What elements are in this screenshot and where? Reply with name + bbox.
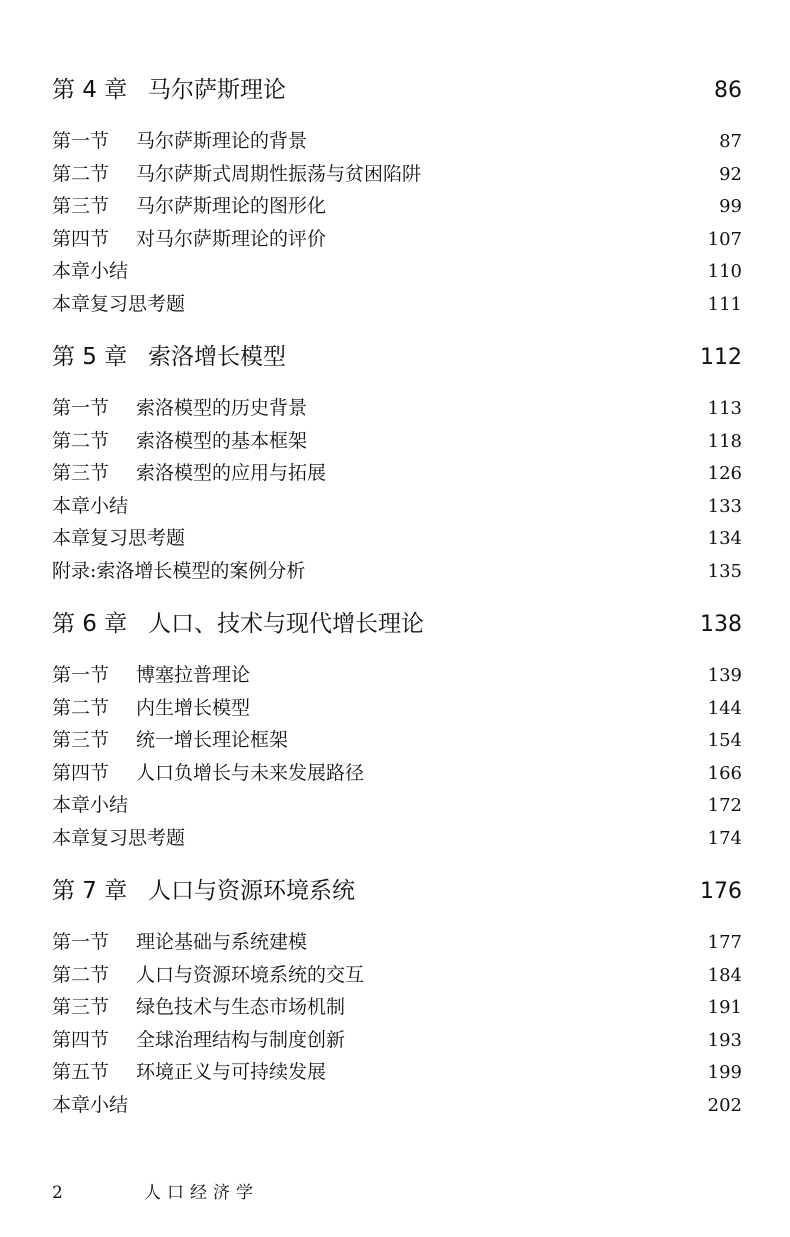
toc-entry[interactable]: [52, 158, 742, 191]
toc-entry[interactable]: [52, 255, 742, 288]
section-title: 全球治理结构与制度创新: [136, 1028, 346, 1051]
section-label: 第二节: [52, 162, 110, 185]
toc-entry[interactable]: [52, 724, 742, 757]
toc-entry[interactable]: [52, 223, 742, 256]
section-page-number: 134: [707, 528, 742, 549]
section-title: 本章小结: [52, 794, 129, 816]
section-label: 第二节: [52, 696, 110, 719]
chapter-page-number: 86: [714, 78, 742, 103]
section-title: 环境正义与可持续发展: [136, 1061, 327, 1083]
chapter-page-number: 176: [700, 879, 742, 904]
section-page-number: 118: [707, 430, 742, 452]
toc-entry[interactable]: [52, 457, 742, 490]
toc-entry[interactable]: [52, 659, 742, 692]
footer-book-title: 人口经济学: [144, 1183, 259, 1203]
section-page-number: 144: [707, 697, 742, 719]
page-footer: [52, 1178, 259, 1208]
section-title: 人口负增长与未来发展路径: [136, 761, 365, 784]
toc-chapter: [52, 869, 742, 1121]
section-label: 第三节: [52, 195, 110, 217]
section-page-number: 110: [707, 261, 742, 282]
chapter-heading[interactable]: [52, 68, 742, 112]
section-label: 第四节: [52, 1028, 110, 1051]
section-label: 第五节: [52, 1061, 110, 1083]
section-page-number: 133: [707, 495, 742, 517]
section-page-number: 166: [707, 762, 742, 784]
section-page-number: 172: [707, 795, 742, 816]
section-page-number: 87: [719, 131, 742, 152]
section-page-number: 199: [707, 1062, 742, 1083]
toc-chapter: [52, 335, 742, 587]
chapter-title: 马尔萨斯理论: [148, 77, 286, 103]
section-title: 索洛模型的历史背景: [136, 397, 308, 419]
toc-entry[interactable]: [52, 1024, 742, 1057]
toc-entry[interactable]: [52, 991, 742, 1024]
toc-entry[interactable]: [52, 959, 742, 992]
toc-entry[interactable]: [52, 926, 742, 959]
section-label: 第三节: [52, 996, 110, 1018]
section-title: 理论基础与系统建模: [136, 931, 308, 953]
toc-entry[interactable]: [52, 522, 742, 555]
section-page-number: 126: [707, 463, 742, 484]
toc-chapter: [52, 602, 742, 854]
section-page-number: 92: [719, 163, 742, 185]
section-title: 本章复习思考题: [52, 527, 186, 549]
section-title: 马尔萨斯式周期性振荡与贫困陷阱: [136, 162, 422, 185]
toc-entry[interactable]: [52, 555, 742, 588]
section-label: 第一节: [52, 931, 110, 953]
section-page-number: 135: [707, 560, 742, 582]
toc-entry[interactable]: [52, 190, 742, 223]
chapter-number: 第 5 章: [52, 344, 128, 370]
section-title: 本章小结: [52, 1093, 129, 1116]
section-title: 附录:索洛增长模型的案例分析: [52, 559, 306, 582]
table-of-contents: [52, 68, 742, 1121]
section-page-number: 107: [707, 228, 742, 250]
toc-entry[interactable]: [52, 757, 742, 790]
chapter-heading[interactable]: [52, 335, 742, 379]
toc-chapter: [52, 68, 742, 320]
toc-entry[interactable]: [52, 1089, 742, 1122]
section-title: 博塞拉普理论: [136, 664, 251, 686]
section-label: 第四节: [52, 761, 110, 784]
toc-entry[interactable]: [52, 392, 742, 425]
section-title: 马尔萨斯理论的背景: [136, 130, 308, 152]
toc-entry[interactable]: [52, 1056, 742, 1089]
chapter-title: 人口与资源环境系统: [148, 878, 355, 904]
section-page-number: 111: [707, 293, 742, 315]
footer-page-number: 2: [52, 1183, 63, 1203]
chapter-heading[interactable]: [52, 602, 742, 646]
section-title: 索洛模型的基本框架: [136, 429, 308, 452]
section-page-number: 177: [707, 932, 742, 953]
chapter-page-number: 112: [700, 345, 742, 370]
section-title: 本章小结: [52, 494, 129, 517]
section-title: 本章复习思考题: [52, 826, 186, 849]
section-page-number: 174: [707, 827, 742, 849]
section-page-number: 99: [719, 196, 742, 217]
chapter-number: 第 6 章: [52, 611, 128, 637]
section-title: 本章复习思考题: [52, 292, 186, 315]
chapter-heading[interactable]: [52, 869, 742, 913]
section-title: 统一增长理论框架: [136, 729, 289, 751]
toc-entry[interactable]: [52, 125, 742, 158]
section-label: 第四节: [52, 227, 110, 250]
section-label: 第二节: [52, 429, 110, 452]
section-label: 第一节: [52, 664, 110, 686]
section-page-number: 139: [707, 665, 742, 686]
section-title: 对马尔萨斯理论的评价: [136, 227, 327, 250]
section-page-number: 113: [707, 398, 742, 419]
section-title: 绿色技术与生态市场机制: [136, 996, 346, 1018]
section-label: 第一节: [52, 130, 110, 152]
section-label: 第三节: [52, 462, 110, 484]
toc-entry[interactable]: [52, 692, 742, 725]
section-page-number: 191: [707, 997, 742, 1018]
toc-entry[interactable]: [52, 822, 742, 855]
section-page-number: 202: [707, 1094, 742, 1116]
section-label: 第三节: [52, 729, 110, 751]
section-label: 第二节: [52, 963, 110, 986]
chapter-number: 第 4 章: [52, 77, 128, 103]
section-title: 马尔萨斯理论的图形化: [136, 195, 327, 217]
section-title: 索洛模型的应用与拓展: [136, 462, 327, 484]
section-title: 人口与资源环境系统的交互: [136, 963, 365, 986]
toc-entry[interactable]: [52, 789, 742, 822]
section-page-number: 184: [707, 964, 742, 986]
chapter-title: 人口、技术与现代增长理论: [148, 611, 424, 637]
section-title: 本章小结: [52, 260, 129, 282]
section-page-number: 193: [707, 1029, 742, 1051]
toc-entry[interactable]: [52, 288, 742, 321]
chapter-page-number: 138: [700, 612, 742, 637]
chapter-title: 索洛增长模型: [148, 344, 286, 370]
chapter-number: 第 7 章: [52, 878, 128, 904]
toc-entry[interactable]: [52, 425, 742, 458]
toc-entry[interactable]: [52, 490, 742, 523]
section-label: 第一节: [52, 397, 110, 419]
section-title: 内生增长模型: [136, 696, 251, 719]
section-page-number: 154: [707, 730, 742, 751]
